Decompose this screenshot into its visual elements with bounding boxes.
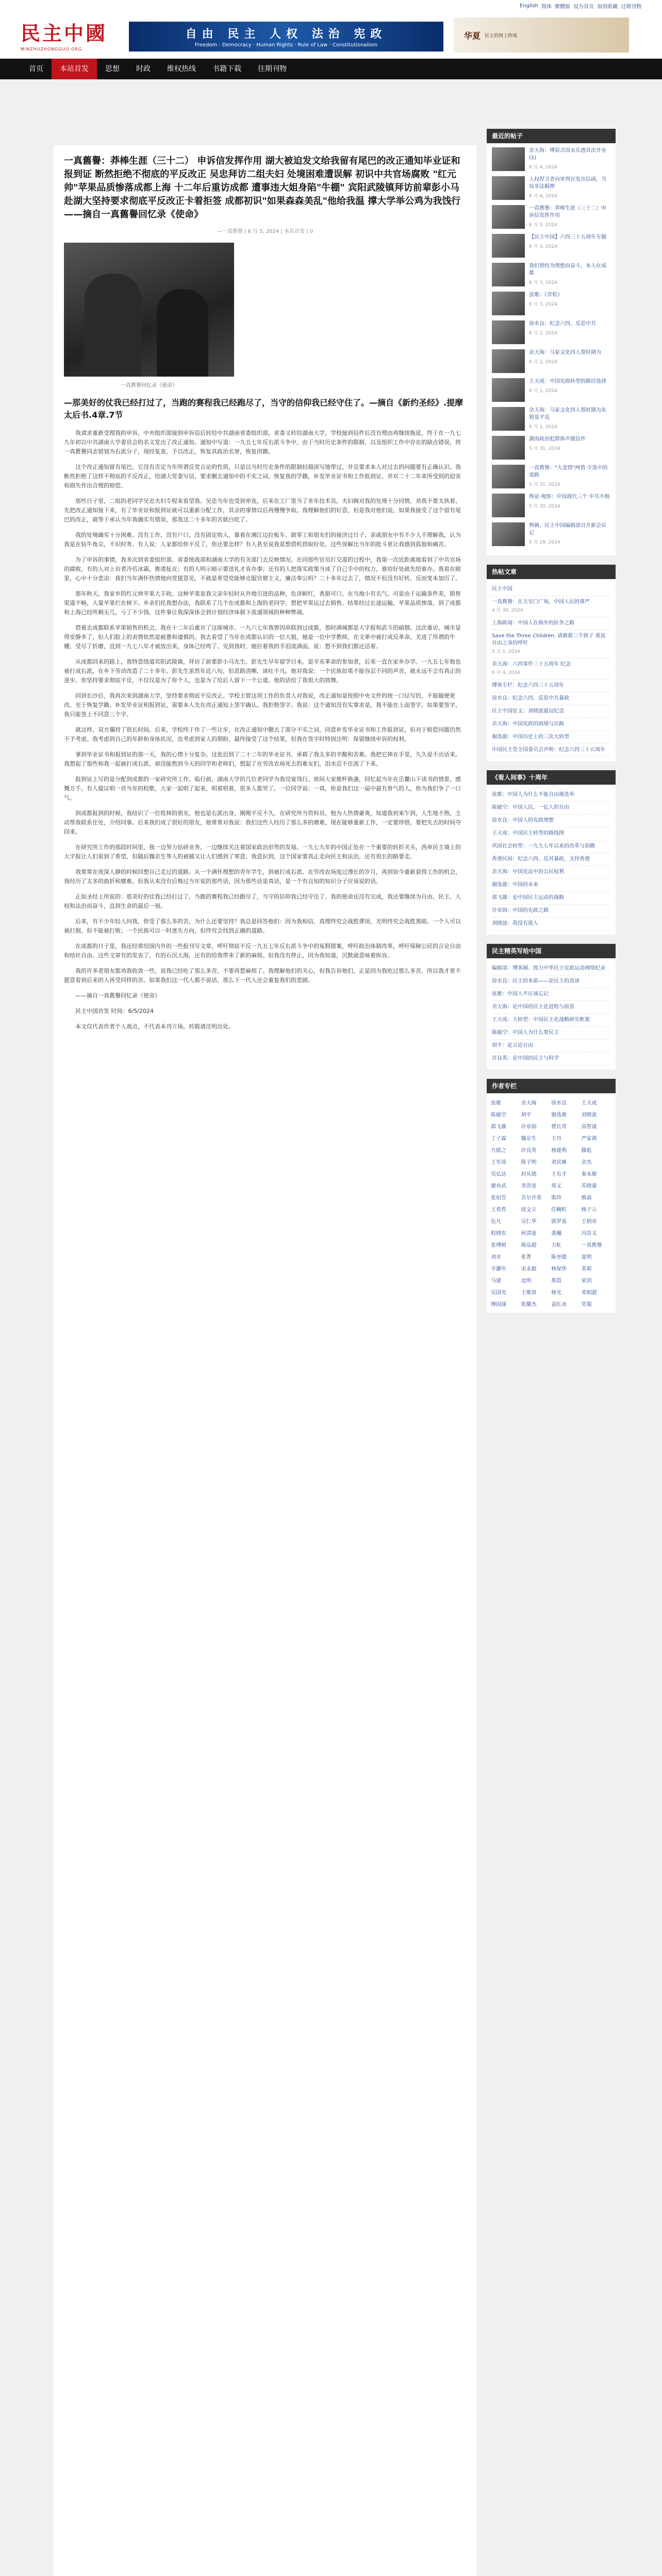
post-date: 6 月 3, 2024 <box>529 280 557 285</box>
post-title[interactable]: 王天成：中国宪政转型的路径选择 <box>529 379 606 384</box>
sidebar <box>487 129 616 1322</box>
post-date: 6 月 2, 2024 <box>529 360 557 365</box>
top-utility-bar <box>0 0 662 11</box>
post-date: 5 月 29, 2024 <box>529 540 560 545</box>
author-link[interactable]: 陈子明 <box>521 1160 537 1165</box>
post-title[interactable]: 王天成：大转型：中国民主化战略研究框架 <box>492 1017 590 1023</box>
sidebar-post[interactable] <box>492 596 610 617</box>
logo-cn: 民主中國 <box>21 22 108 45</box>
sidebar-post[interactable] <box>492 147 610 171</box>
author-link[interactable]: 余天海 <box>521 1100 537 1106</box>
post-date: 6 月 1, 2024 <box>529 388 557 394</box>
author-link[interactable]: 徐水良 <box>551 1100 567 1106</box>
article-paragraph: 我的处境确实十分困难。没有工作，没有户口，没有固定收入，靠着在湘江边拉板车、做零工和朋友们的接济过日子。亲戚朋友中有不少人不理解我，认为我是在钻牛角尖，不识时务。有人说：人家都给你平反了，你还要怎样？有人甚至说我是想借机捞取好处。这些误解比当年的批斗更让我感到孤独和痛苦。 <box>64 532 461 548</box>
author-link[interactable]: 王天成 <box>581 1100 597 1106</box>
article-paragraph: 我请求重新受理我的申诉，中央组织部接到申诉信后转给中共湖南省委组织部，省委又转给湖南大学，学校接到信件后没有理由再继续拖延，终于在一九七九年初以中共湖南大学委员会的名义发出了改正通知。通知中写道：一九五七年反右派斗争中，由于当时历史条件的限制，以及组织工作中存在的缺点错误，将一真舊譽同志错划为右派分子，现经复查，予以改正，恢复其政治名誉，恢复团籍。 <box>64 430 461 455</box>
author-link[interactable]: 丁子霖 <box>491 1136 506 1142</box>
banner-title: 华夏 <box>464 30 481 41</box>
post-title[interactable]: 舆刺、民主中国编辑部召开新会议记 <box>529 523 606 536</box>
sidebar-post[interactable] <box>492 436 610 460</box>
post-title[interactable]: 徐水良：民主的本质——论民主的真谛 <box>492 978 580 984</box>
sidebar-post[interactable] <box>492 292 610 315</box>
authors-grid <box>487 1093 616 1313</box>
sidebar-post[interactable] <box>492 975 610 988</box>
hot-posts-box <box>487 565 616 761</box>
post-text <box>529 205 610 229</box>
post-text <box>529 436 586 460</box>
post-date: 6 月 5, 2024 <box>529 223 557 228</box>
sidebar-post[interactable] <box>492 905 610 918</box>
post-title[interactable]: 弦歌：中国人为什么不能自由地选举 <box>492 792 574 798</box>
topbar-link-bookmark[interactable]: 加到收藏 <box>597 4 618 10</box>
post-title[interactable]: 徐水良：中国人的宪政理想 <box>492 818 554 823</box>
sidebar-post[interactable] <box>492 879 610 892</box>
post-date: 4 月 30, 2024 <box>492 608 523 613</box>
article-paragraph: 报到证上写的是分配到成都的一家研究所工作。临行前，湖南大学的几位老同学为我设宴饯行。席间大家推杯换盏，回忆起当年在岳麓山下读书的情景，感慨万千。有人提议唱一首当年的校歌，大家一起唱了起来，唱着唱着，很多人都哭了。一位同学说：一真，你是我们这一届中最有骨气的人，你为我们争了一口气。 <box>64 776 461 801</box>
author-link[interactable]: 北明 <box>521 1278 532 1284</box>
nav-home[interactable]: 首页 <box>29 65 43 73</box>
sidebar-post[interactable] <box>492 176 610 200</box>
author-link[interactable]: 杨子立 <box>581 1207 597 1213</box>
masthead <box>0 11 662 59</box>
author-link[interactable]: 谢选骏 <box>551 1112 567 1118</box>
article-lead: —那美好的仗我已经打过了，当跑的赛程我已经跑尽了，当守的信仰我已经守住了。—摘自《新约圣经》.提摩太后书.4章.7节 <box>64 398 464 420</box>
author-link[interactable]: 林保华 <box>551 1266 567 1272</box>
post-title[interactable]: 胡平：论言论自由 <box>492 1043 533 1048</box>
sidebar-post[interactable] <box>492 378 610 402</box>
article-body <box>64 429 466 1031</box>
author-link[interactable]: 郑义 <box>551 1183 561 1189</box>
author-link[interactable]: 张菁 <box>521 1255 532 1260</box>
nav-politics[interactable]: 时政 <box>136 65 151 73</box>
author-link[interactable]: 程晓农 <box>491 1231 506 1236</box>
article-paragraph: 回到长沙后，我再次来到湖南大学，坚持要求彻底平反改正。学校主管这项工作的负责人对我说，改正通知是按照中央文件的统一口径写的，不能随便更改。至于恢复学籍、补发毕业证和报到证，需要本人先在改正通知上签字确认。我拒绝签字。我说：这个通知没有实事求是，我不能在上面签字。如果要签字，我只能签上不同意三个字。 <box>64 692 461 718</box>
author-link[interactable]: 秦永敏 <box>581 1172 597 1177</box>
post-thumbnail[interactable] <box>492 320 525 344</box>
post-thumbnail[interactable] <box>492 147 525 171</box>
sidebar-post[interactable] <box>492 630 610 658</box>
post-title[interactable]: 民主中国 <box>492 586 512 592</box>
author-link[interactable]: 杨光 <box>551 1290 561 1296</box>
sidebar-post[interactable] <box>492 1014 610 1027</box>
sidebar-post[interactable] <box>492 407 610 431</box>
author-link[interactable]: 袁红冰 <box>551 1302 567 1308</box>
author-link[interactable]: 王希哲 <box>491 1207 506 1213</box>
post-title[interactable]: 徐水良：纪念六四，反思中共暴政 <box>492 696 569 701</box>
author-link[interactable]: 何清涟 <box>521 1231 537 1236</box>
photo-figure-left <box>85 274 141 377</box>
article-main <box>54 145 476 2576</box>
post-title[interactable]: 博客专栏：纪念六四三十五周年 <box>492 683 564 688</box>
sidebar-post[interactable] <box>492 465 610 488</box>
author-link[interactable]: 张博树 <box>491 1243 506 1248</box>
author-link[interactable]: 徐文立 <box>521 1207 537 1213</box>
post-text <box>529 522 610 546</box>
post-thumbnail[interactable] <box>492 407 525 431</box>
hot-posts-heading: 热帖文章 <box>487 565 616 579</box>
author-link[interactable]: 夏明 <box>581 1255 592 1260</box>
article-paragraph: 我的许多老朋友都劝我收敛一些，说我已经吃了那么多苦，不要再惹麻烦了。我理解他们的关心，但我告诉他们，正是因为我吃过那么多苦，所以我才更不愿意看到后来的人再受同样的苦。如果我们这一代人都不说话，那么下一代人还会重复我们的悲剧。 <box>64 968 461 984</box>
author-link[interactable]: 力虹 <box>551 1243 561 1248</box>
author-link[interactable]: 吴弘达 <box>491 1172 506 1177</box>
topbar-link-simplified[interactable]: 简体 <box>541 4 552 10</box>
nav-book-download[interactable]: 书籍下载 <box>212 65 241 73</box>
author-link[interactable]: 廖亦武 <box>491 1183 506 1189</box>
author-link[interactable]: 陈奎德 <box>551 1255 567 1260</box>
latest-posts-box <box>487 129 616 555</box>
post-thumbnail[interactable] <box>492 263 525 286</box>
post-thumbnail[interactable] <box>492 494 525 517</box>
post-title[interactable]: 刘晓波：我没有敌人 <box>492 921 538 926</box>
page-body <box>0 79 662 2576</box>
author-link[interactable]: 高智晟 <box>581 1124 597 1130</box>
author-link[interactable]: 刘水 <box>491 1255 501 1260</box>
author-link[interactable]: 宋永毅 <box>521 1266 537 1272</box>
post-text <box>529 320 596 344</box>
article-photo <box>64 243 234 377</box>
comments-box <box>487 944 616 1070</box>
sidebar-post[interactable] <box>492 1053 610 1065</box>
latest-posts-heading: 最近的帖子 <box>487 129 616 143</box>
author-link[interactable]: 吾尔开希 <box>521 1195 542 1201</box>
latest-posts-list <box>487 143 616 555</box>
sidebar-post[interactable] <box>492 1040 610 1053</box>
post-date: 6 月 4, 2024 <box>529 244 557 249</box>
post-title[interactable]: 余天海：中国宪政的困境与出路 <box>492 721 564 727</box>
post-thumbnail[interactable] <box>492 436 525 460</box>
author-link[interactable]: 张伯笠 <box>491 1195 506 1201</box>
sidebar-post[interactable] <box>492 892 610 905</box>
author-link[interactable]: 蔡霞 <box>551 1278 561 1284</box>
topbar-link-homepage[interactable]: 设为首页 <box>573 4 594 10</box>
post-title[interactable]: 余天海：六四事件三十五周年 纪念 <box>492 662 571 667</box>
logo-en: MINZHUZHONGGUO.ORG <box>21 47 82 52</box>
sidebar-post[interactable] <box>492 718 610 731</box>
author-link[interactable]: 王丹 <box>551 1136 561 1142</box>
post-date: 5 月 31, 2024 <box>529 482 560 487</box>
post-text <box>529 349 601 373</box>
author-link[interactable]: 熊焱 <box>581 1195 592 1201</box>
author-link[interactable]: 一真舊譽 <box>581 1243 602 1248</box>
author-link[interactable]: 方励之 <box>491 1148 506 1154</box>
author-link[interactable]: 伍凡 <box>491 1219 501 1225</box>
author-link[interactable]: 冯崇义 <box>581 1231 597 1236</box>
post-title[interactable]: 余天海：马家文化四人帮时期为朱镕基平反 <box>529 408 606 420</box>
article-paragraph: 那些日子里，二组的老同学吴忠夫妇专程来看望我。吴忠当年也受到牵连，后来在工厂里当了多年技术员，夫妇俩对我的处境十分同情，劝我不要太执着，先把改正通知接下来，有了毕业证和报到证就可以重新分配工作，其余的事情以后再慢慢争取。我理解他们的好意，但是我对他们说，如果我接受了这个留有尾巴的改正，就等于承认当年我确实有错误，那我这二十多年的苦就白吃了。 <box>64 498 461 523</box>
photo-figure-right <box>157 289 208 377</box>
article-meta: —一真舊譽 | 6 月 5, 2024 | 本站首发 | 0 <box>217 229 313 234</box>
author-link[interactable]: 辛灏年 <box>491 1266 506 1272</box>
author-link[interactable]: 许章润 <box>521 1124 537 1130</box>
comments-list <box>487 958 616 1070</box>
article-title: 一真舊譽：莽棒生涯（三十二） 申诉信发挥作用 湖大被迫发文给我留有尾巴的改正通知毕业证和报到证 断然拒绝不彻底的平反改正 吴忠拜访二组夫妇 处境困难遭误解 初识中共官场腐败 "红元帅"苹果品质惨落成都上海 十二年后重访成都 遭事违大姐身陷"牛棚" 宾阳武陵镇拜访前辈彭小马 赴湖大坚持要求彻底平反改正卡着拒签 成都初识"如果森森美乱"他给我温 撑大学举公鸡为我饯行——摘自一真舊譽回忆录《使命》 <box>64 156 461 220</box>
comments-heading: 民主精英写给中国 <box>487 944 616 958</box>
post-title[interactable]: 一真舊譽：在天安门广场，中国人民的尊严 <box>492 599 590 605</box>
post-date: 6 月 4, 2024 <box>529 194 557 199</box>
author-link[interactable]: 李洪宽 <box>521 1183 537 1189</box>
author-link[interactable]: 许良英 <box>521 1148 537 1154</box>
sidebar-post[interactable] <box>492 349 610 373</box>
post-date: 5 月 1, 2024 <box>492 649 520 654</box>
author-link[interactable]: 邓相超 <box>581 1290 597 1296</box>
sidebar-post[interactable] <box>492 234 610 258</box>
sidebar-post[interactable] <box>492 731 610 744</box>
article-paragraph: 借着去成都联系苹果销售的机会，我在十二年后重访了这座城市。一九六七年我曾因串联到过成都，那时满城都是大字报和武斗的硝烟。这次重访，城市显得安静多了，但人们脸上的表情依然是疲惫和谨慎的。我去看望了当年在成都认识的一位大姐，她是一位中学教师，在文革中被打成反革命，关进了所谓的牛棚，受尽了折磨，直到一九七八年才被放出来，身体已经垮了。见到我时，她拉着我的手泪流满面，说：想不到我们都还活着。 <box>64 624 461 650</box>
post-title[interactable]: 我们曾经为理想而奋斗，本人在成都 <box>529 263 606 276</box>
post-text <box>529 263 610 286</box>
slogan-banner <box>129 22 443 52</box>
main-nav <box>0 59 662 79</box>
author-link[interactable]: 陈破空 <box>491 1112 506 1118</box>
post-thumbnail[interactable] <box>492 234 525 258</box>
author-link[interactable]: 郭罗基 <box>551 1219 567 1225</box>
sidebar-post[interactable] <box>492 705 610 718</box>
sidebar-post[interactable] <box>492 840 610 853</box>
post-title[interactable]: 许章润：中国的宪政之路 <box>492 908 549 913</box>
author-link[interactable]: 张耀杰 <box>521 1302 537 1308</box>
sidebar-post[interactable] <box>492 802 610 815</box>
post-date: 5 月 31, 2024 <box>529 446 560 451</box>
post-text <box>529 292 562 315</box>
authors-box <box>487 1079 616 1313</box>
article-paragraph: 到成都报到的时候，我结识了一位姓林的朋友。他也是右派出身，刚刚平反不久，在研究所当资料员。他为人热情豪爽，知道我初来乍到，人生地不熟，主动帮我联系住处，介绍同事。后来我们成了很好的朋友，他常常对我说：我们这些人经历了那么多的磨难，现在能够重新工作，一定要珍惜，要把失去的时间夺回来。 <box>64 810 461 835</box>
banner-sub: 民主的网上阵地 <box>485 33 518 39</box>
post-text <box>529 465 610 488</box>
sidebar-post[interactable] <box>492 1001 610 1014</box>
nav-rights-hotline[interactable]: 维权热线 <box>167 65 196 73</box>
sidebar-post[interactable] <box>492 263 610 286</box>
author-link[interactable]: 苏晓康 <box>581 1183 597 1189</box>
post-date: 5 月 30, 2024 <box>529 504 560 509</box>
sidebar-post[interactable] <box>492 789 610 802</box>
post-date: 6 月 4, 2024 <box>492 670 520 675</box>
sidebar-post[interactable] <box>492 866 610 879</box>
author-link[interactable]: 严家祺 <box>581 1136 597 1142</box>
post-thumbnail[interactable] <box>492 205 525 229</box>
sidebar-post[interactable] <box>492 617 610 630</box>
sidebar-post[interactable] <box>492 320 610 344</box>
post-title[interactable]: 余天海：马家文化四人帮时期为 <box>529 350 601 355</box>
post-title[interactable]: 徐水良：纪念六四，反思中共 <box>529 321 596 327</box>
author-link[interactable]: 任畹町 <box>551 1207 567 1213</box>
post-title[interactable]: 巩固社会转型：一九九七年以来的改革与前瞻 <box>492 843 595 849</box>
post-title[interactable]: 余天海：博彩式周末乐透首次开业 (1) <box>529 148 606 161</box>
author-link[interactable]: 弦歌 <box>491 1100 501 1106</box>
author-link[interactable]: 魏京生 <box>521 1136 537 1142</box>
article-paragraph: 民主中国首发 时间：6/5/2024 <box>75 1008 154 1014</box>
post-date: 6 月 1, 2024 <box>529 425 557 430</box>
slogan-cn: 自由 民主 人权 法治 宪政 <box>185 28 387 41</box>
post-title[interactable]: 香港民间：纪念六四，反对暴政，支持香港 <box>492 856 590 862</box>
post-title[interactable]: 弦歌：中国人不应该忘记 <box>492 991 549 997</box>
post-title[interactable]: 陈破空：中国人为什么要民主 <box>492 1030 559 1036</box>
author-link[interactable]: 郭飞雄 <box>491 1124 506 1130</box>
post-title[interactable]: 许良英：论中国的民主与科学 <box>492 1056 559 1061</box>
sidebar-post[interactable] <box>492 205 610 229</box>
author-link[interactable]: 吴国光 <box>491 1290 506 1296</box>
article-paragraph: 那年秋天，我家乡的红元帅苹果大丰收。这种苹果是我父亲年轻时从外地引进的品种，色泽鲜红，香甜可口，在当地小有名气。可是由于运输条件差，销售渠道不畅，大量苹果烂在树下。乡亲们托我想办法，我联系了几个在成都和上海的老同学，想把苹果运过去销售。结果经过长途运输，苹果品质惨落，到了成都和上海已经所剩无几，亏了不少钱。这件事让我深深体会到计划经济体制下流通领域的种种弊端。 <box>64 590 461 616</box>
author-link[interactable]: 傅国涌 <box>491 1302 506 1308</box>
author-link[interactable]: 笑蜀 <box>581 1302 592 1308</box>
article-paragraph: 在研究所工作的那段时间里，我一边努力钻研业务，一边继续关注着国家政治形势的发展。一九七九年的中国正处在一个重要的转折关头，西单民主墙上的大字报让人们看到了希望，但随后魏京生等人的被捕又让人们感到了寒意。我意识到，这个国家要真正走向民主和法治，还有很长的路要走。 <box>64 844 461 860</box>
post-thumbnail[interactable] <box>492 465 525 488</box>
nav-past-issues[interactable]: 往期刊物 <box>258 65 287 73</box>
post-text <box>529 147 610 171</box>
author-link[interactable]: 萧瀚 <box>551 1231 561 1236</box>
post-title[interactable]: Save the Three Children: 请救救三个孩子 重返自由之身的呼吁 <box>492 633 606 646</box>
article-paragraph: 为了申诉的事情，我多次到省委组织部、省委统战部和湖南大学的有关部门去反映情况。在同那些官员打交道的过程中，我第一次近距离地看到了中共官场的腐败。有的人对上访者冷若冰霜，推诿扯皮；有的人明示暗示要送礼才肯办事；还有的人把落实政策当成了自己手中的权力，谁给好处就先给谁办。我看在眼里，心中十分悲凉：我们当年满怀热情地向党提意见，不就是希望党能够克服官僚主义，廉洁奉公吗？二十多年过去了，情况不但没有好转，反而变本加厉了。 <box>64 556 461 582</box>
post-title[interactable]: 民主中国征文：刘晓波诞辰纪念 <box>492 708 564 714</box>
post-title[interactable]: 人权捍卫者向审判官发出信函，当局非法羁押 <box>529 177 606 190</box>
journal-box <box>487 770 616 935</box>
article-paragraph: 正如圣经上所说的：那美好的仗我已经打过了，当跑的赛程我已经跑尽了，当守的信仰我已经守住了。我的使命还没有完成，我还要继续为自由、民主、人权和法治而奋斗，直到生命的最后一刻。 <box>64 893 461 909</box>
post-date: 6 月 3, 2024 <box>529 302 557 307</box>
post-title[interactable]: 编辑部：博客圈、致力中华民主宪政运动网络纪录 <box>492 965 605 971</box>
sidebar-post[interactable] <box>492 583 610 596</box>
post-title[interactable]: 舆论·观察：中国现代三个 中共不倒 <box>529 494 610 500</box>
article-paragraph: 从成都回来的路上，我特意绕道宾阳武陵镇，拜访了前辈彭小马先生。彭先生早年留学日本，是辛亥革命的参加者，后来一直在家乡办学。一九五七年他也被打成右派，在乡下劳动改造了二十多年。彭先生虽然年近八旬，但思路清晰，谈吐不凡。他对我说：一个民族如果不能容忍不同的声音，就永远不会有真正的进步。你坚持要求彻底平反，不仅仅是为了你个人，也是为了给后人留下一个公道。他的话给了我很大的鼓舞。 <box>64 658 461 684</box>
sidebar-post[interactable] <box>492 988 610 1001</box>
journal-heading: 《看人间事》十周年 <box>487 770 616 785</box>
post-title[interactable]: 余天海：中国宪法中的公民权利 <box>492 869 564 875</box>
article-paragraph: 拿到毕业证书和报到证的那一天，我的心情十分复杂。这张迟到了二十二年的毕业证书，承载了我太多的辛酸和苦难。我把它捧在手里，久久说不出话来。我想起了那些和我一起被打成右派、却没能熬到今天的同学和老师们，想起了在劳改农场死去的难友们，泪水忍不住流了下来。 <box>64 751 461 767</box>
post-title[interactable]: 谢选骏：中国的未来 <box>492 882 538 888</box>
sidebar-post[interactable] <box>492 692 610 705</box>
post-date: 6 月 2, 2024 <box>529 331 557 336</box>
post-thumbnail[interactable] <box>492 522 525 546</box>
author-link[interactable]: 荣剑 <box>581 1278 592 1284</box>
topbar-link-english[interactable]: English <box>519 3 538 9</box>
ad-banner[interactable] <box>454 18 629 53</box>
article-paragraph: 在成都的日子里，我还经常给国内外的一些报刊写文章，呼吁彻底平反一九五七年反右派斗争中的冤假错案，呼吁政治体制改革，呼吁保障公民的言论自由和结社自由。这些文章有的发表了，有的石沉大海，还有的给我带来了新的麻烦。但我没有停止，因为我知道，沉默就意味着纵容。 <box>64 943 461 959</box>
nav-thought[interactable]: 思想 <box>105 65 120 73</box>
post-text <box>529 234 606 258</box>
sidebar-post[interactable] <box>492 658 610 680</box>
author-link[interactable]: 封从德 <box>521 1172 537 1177</box>
post-title[interactable]: 陈破空：中国人民，一亿人的自由 <box>492 805 569 810</box>
post-title[interactable]: 余天海：论中国的民主化进程与前景 <box>492 1004 574 1010</box>
sidebar-post[interactable] <box>492 522 610 546</box>
post-date: 6 月 4, 2024 <box>529 165 557 170</box>
article-paragraph: ——摘自一真舊譽回忆录《使命》 <box>75 992 160 999</box>
authors-heading: 作者专栏 <box>487 1079 616 1093</box>
sidebar-post[interactable] <box>492 853 610 866</box>
photo-caption: 一真舊譽回忆录《使命》 <box>121 383 177 388</box>
author-link[interactable]: 王有才 <box>551 1172 567 1177</box>
article-paragraph: 后来，有不少年轻人问我，你受了那么多的苦，为什么还要坚持？我总是回答他们：因为我相信，真理终究会战胜谬误，光明终究会战胜黑暗。一个人可以被打倒，但不能被打败；一个民族可以一时迷失方向，但终究会找到正确的道路。 <box>64 918 461 934</box>
sidebar-post[interactable] <box>492 815 610 827</box>
post-text <box>529 176 610 200</box>
post-title[interactable]: 上海新闻：中国人在海外的抗争之路 <box>492 620 574 626</box>
sidebar-post[interactable] <box>492 680 610 692</box>
post-text <box>529 494 609 517</box>
author-link[interactable]: 刘晓波 <box>581 1112 597 1118</box>
author-link[interactable]: 曹长青 <box>551 1124 567 1130</box>
article-paragraph: 本文仅代表作者个人观点，不代表本刊立场。转载请注明出处。 <box>75 1023 234 1030</box>
article-paragraph: 我常常在夜深人静的时候回想自己走过的道路。从一个满怀理想的青年学生，到被打成右派、在劳改农场度过漫长的岁月，再到如今重新获得工作的机会，我经历了太多的曲折和磨难。但我从来没有后悔过当年说的那些话，因为那些话是真话，是一个有良知的知识分子应该说的话。 <box>64 869 461 885</box>
nav-first-publish[interactable]: 本站首发 <box>52 59 97 79</box>
sidebar-post[interactable] <box>492 918 610 930</box>
author-link[interactable]: 茉莉 <box>581 1266 592 1272</box>
slogan-en: Freedom · Democracy · Human Rights · Rule of Law · Constitutionalism <box>194 42 378 48</box>
author-link[interactable]: 马建 <box>491 1278 501 1284</box>
author-link[interactable]: 王军涛 <box>491 1160 506 1165</box>
author-link[interactable]: 余杰 <box>581 1160 592 1165</box>
post-title[interactable]: 谢选骏：中国历史上的三次大转型 <box>492 734 569 740</box>
sidebar-post[interactable] <box>492 744 610 757</box>
post-title[interactable]: 湖南政治犯群体声援信件 <box>529 436 586 442</box>
post-title[interactable]: 【民主中国】六四三十五周年专题 <box>529 234 606 240</box>
topbar-link-traditional[interactable]: 繁體版 <box>555 4 570 10</box>
sidebar-post[interactable] <box>492 827 610 840</box>
author-link[interactable]: 杨建利 <box>551 1148 567 1154</box>
author-link[interactable]: 王炳章 <box>581 1219 597 1225</box>
sidebar-post[interactable] <box>492 1027 610 1040</box>
author-link[interactable]: 滕彪 <box>581 1148 592 1154</box>
post-thumbnail[interactable] <box>492 378 525 402</box>
post-text <box>529 407 610 431</box>
post-thumbnail[interactable] <box>492 176 525 200</box>
topbar-link-archive[interactable]: 过期刊物 <box>621 4 641 10</box>
post-thumbnail[interactable] <box>492 292 525 315</box>
sidebar-post[interactable] <box>492 494 610 517</box>
author-link[interactable]: 胡平 <box>521 1112 532 1118</box>
sidebar-post[interactable] <box>492 962 610 975</box>
post-thumbnail[interactable] <box>492 349 525 373</box>
post-title[interactable]: 郭飞雄：论中国民主运动的战略 <box>492 895 564 901</box>
article-paragraph: 就这样，双方僵持了很长时间。后来，学校终于作了一些让步，在改正通知中删去了部分不实之词，同意补发毕业证书和工作报到证，但对于赔偿问题仍然不予考虑。我考虑到自己的年龄和身体状况，也考虑到家人的期盼，最终接受了这个结果，但我在签字时特别注明：保留继续申诉的权利。 <box>64 726 461 742</box>
post-text <box>529 378 606 402</box>
post-title[interactable]: 一真舊譽："大変情"两情 少选中的道路 <box>529 465 608 478</box>
post-title[interactable]: 弦歌：《青松》 <box>529 292 562 298</box>
article-paragraph: 这个改正通知留有尾巴。它没有否定当年所谓反党言论的性质，只是以当时历史条件的限制轻描淡写地带过，并且要求本人对过去的问题要有正确认识。我断然拒绝了这样不彻底的平反改正，给湖大党委写信，要求删去通知中的不实之词，恢复我的学籍，补发毕业证书和工作报到证，并对二十二年来所受到的迫害和损失作出合理的赔偿。 <box>64 464 461 489</box>
author-link[interactable]: 王维洛 <box>521 1290 537 1296</box>
post-title[interactable]: 中国民主党全国委员会声明：纪念六四三十五周年 <box>492 747 605 753</box>
site-logo[interactable] <box>21 18 108 52</box>
author-link[interactable]: 吴仁华 <box>521 1219 537 1225</box>
author-link[interactable]: 刘宾雁 <box>551 1160 567 1165</box>
author-link[interactable]: 柴玲 <box>551 1195 561 1201</box>
post-title[interactable]: 一真舊譽：莽棒生涯（三十二）申诉信发挥作用 <box>529 206 606 218</box>
author-link[interactable]: 蒋品超 <box>521 1243 537 1248</box>
hot-posts-list <box>487 579 616 761</box>
post-title[interactable]: 王天成：中国民主转型的路线图 <box>492 831 564 836</box>
journal-list <box>487 785 616 935</box>
